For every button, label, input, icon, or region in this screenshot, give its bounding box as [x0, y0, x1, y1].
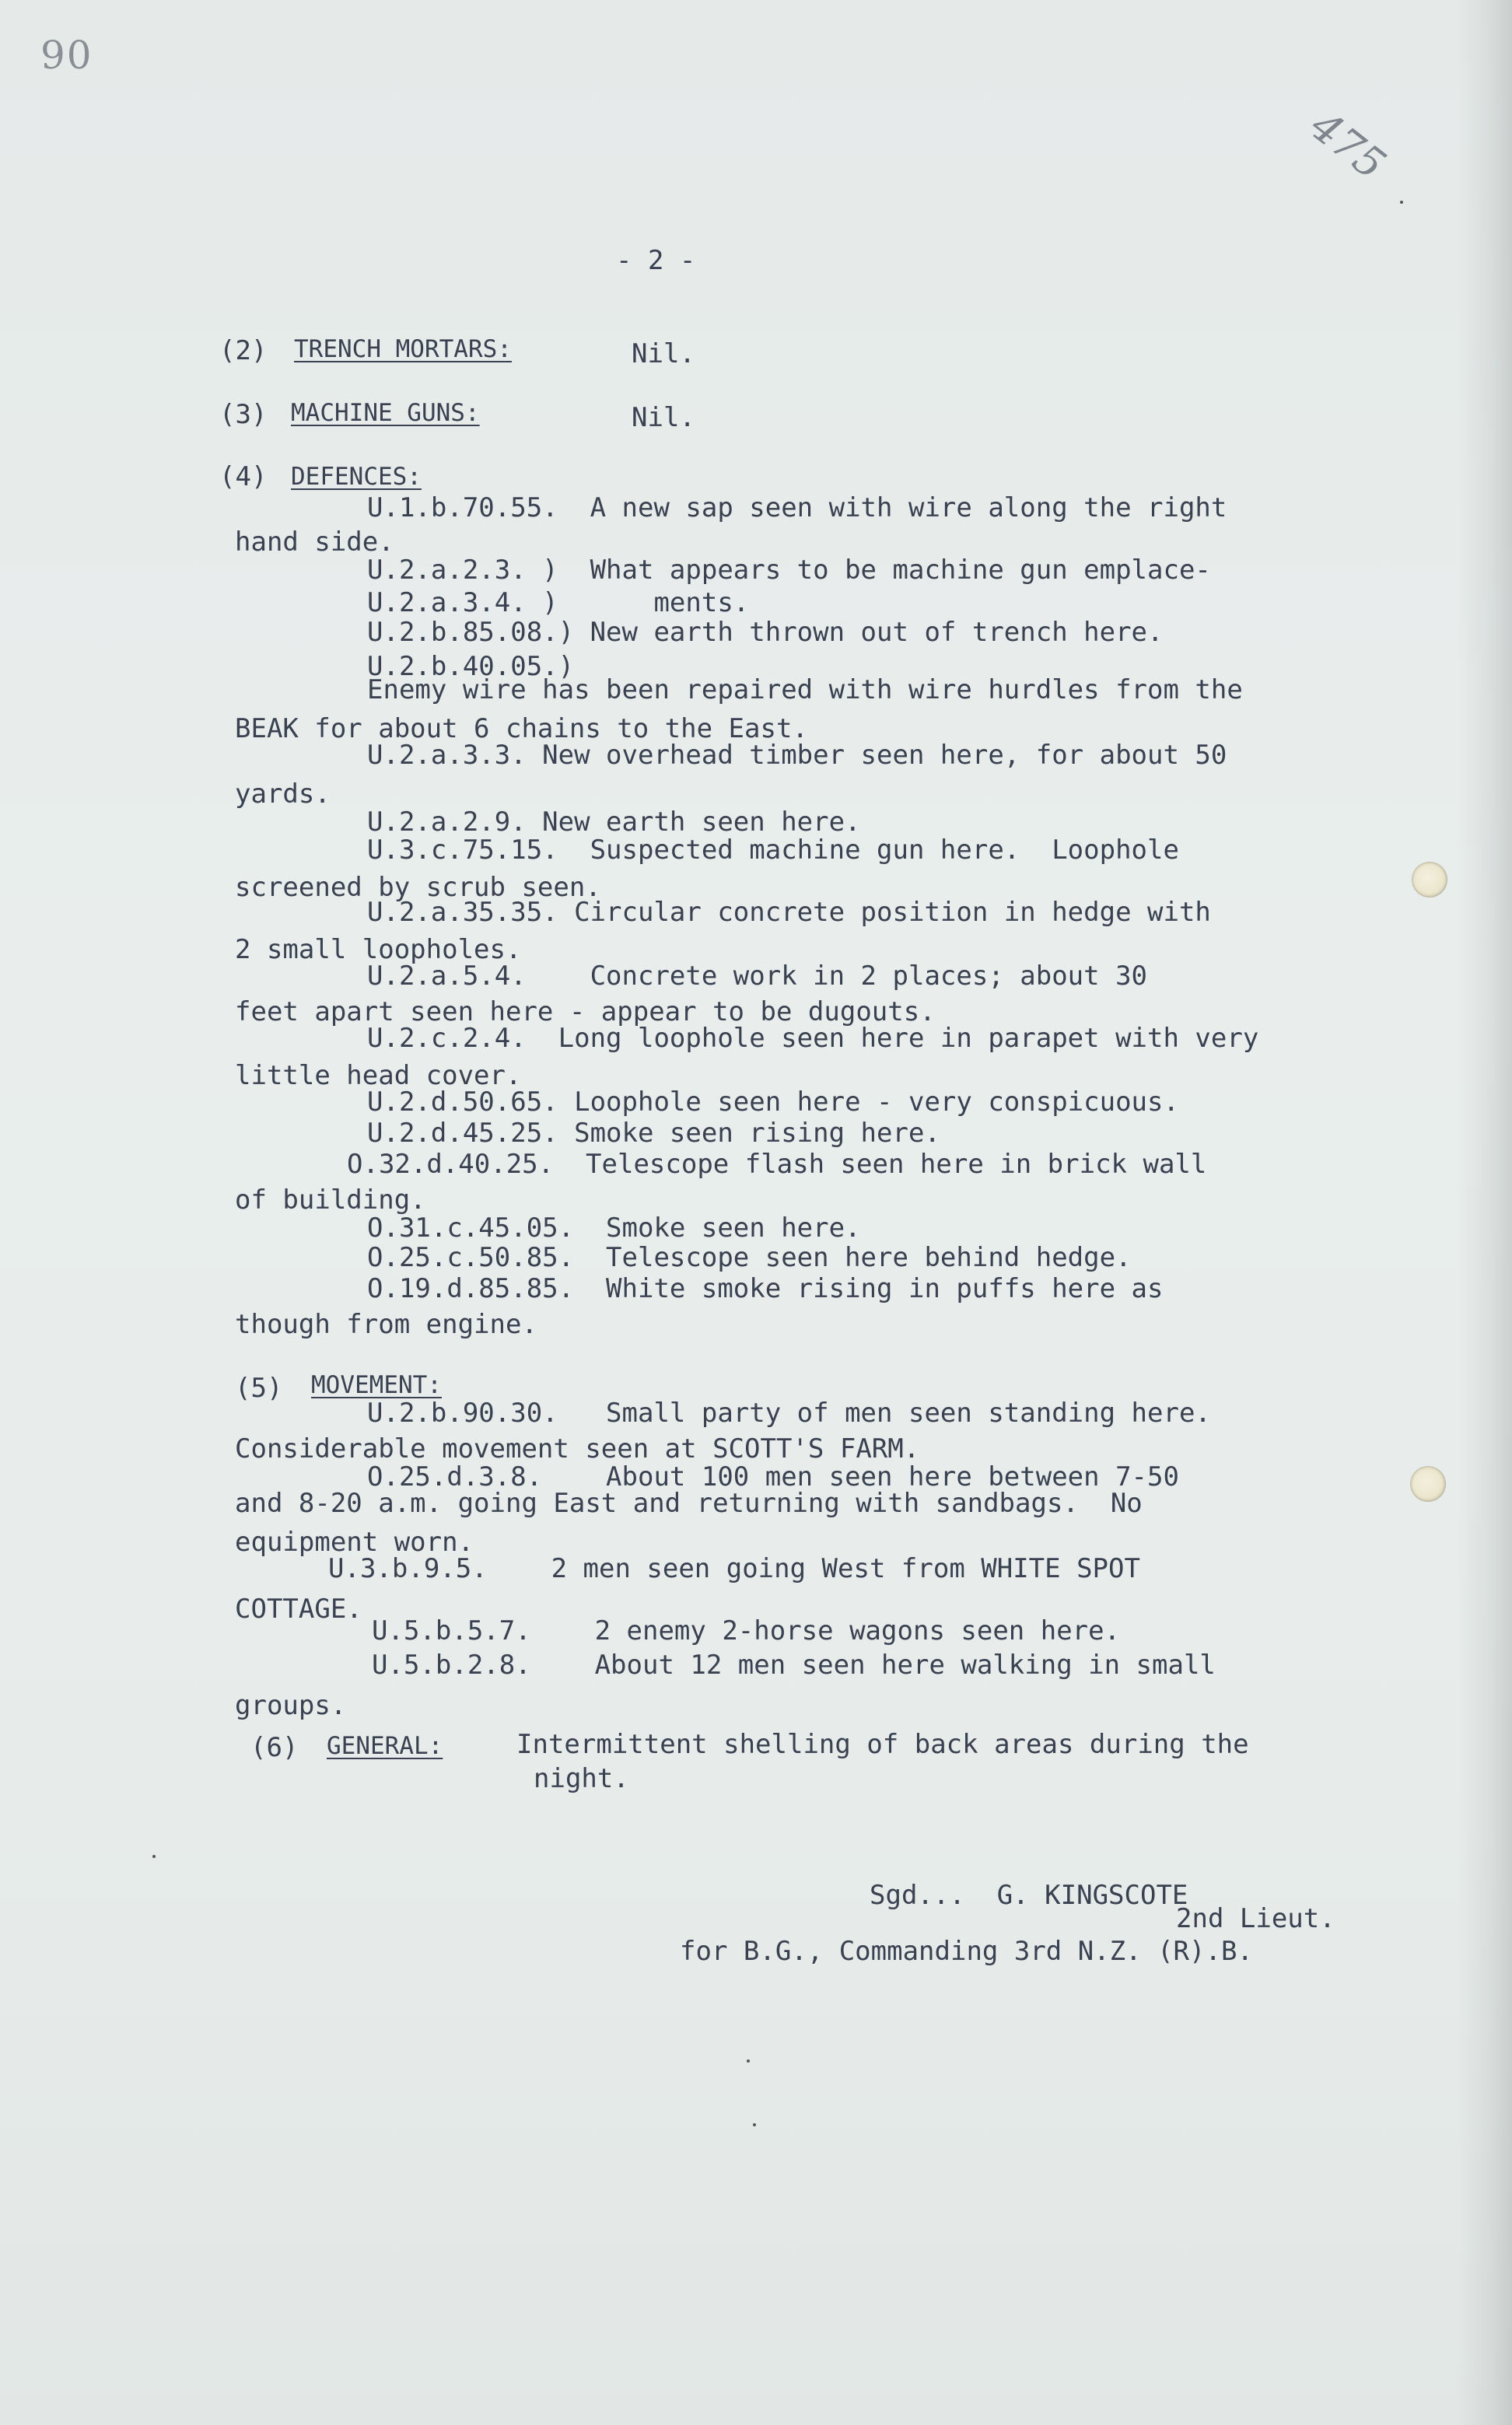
speck [753, 2123, 756, 2126]
defences-line: U.2.c.2.4. Long loophole seen here in parapet with very [367, 1023, 1259, 1054]
speck [747, 2059, 750, 2063]
machine-guns-value: Nil. [632, 402, 695, 433]
defences-line: little head cover. [235, 1060, 522, 1091]
defences-line: O.32.d.40.25. Telescope flash seen here in brick wall [347, 1149, 1207, 1180]
movement-line: equipment worn. [235, 1527, 474, 1558]
defences-line: yards. [235, 779, 331, 810]
movement-line: and 8-20 a.m. going East and returning with sandbags. No [235, 1488, 1143, 1519]
trench-mortars-value: Nil. [632, 338, 695, 369]
defences-line: O.25.c.50.85. Telescope seen here behind hedge. [367, 1242, 1132, 1273]
defences-line: U.3.c.75.15. Suspected machine gun here. Loophole [367, 835, 1179, 866]
defences-line: U.2.d.45.25. Smoke seen rising here. [367, 1118, 940, 1149]
defences-line: Enemy wire has been repaired with wire hurdles from the [367, 674, 1243, 705]
pencil-stamp-number: 475 [1301, 101, 1395, 190]
defences-line: U.2.a.2.9. New earth seen here. [367, 807, 861, 838]
movement-line: U.5.b.2.8. About 12 men seen here walking in small [372, 1650, 1216, 1681]
signature-for-line: for B.G., Commanding 3rd N.Z. (R).B. [680, 1936, 1253, 1967]
section-heading-general: GENERAL: [327, 1732, 443, 1760]
movement-line: groups. [235, 1690, 347, 1721]
section-number: (5) [235, 1373, 283, 1404]
section-number: (2) [219, 335, 268, 366]
section-heading-defences: DEFENCES: [291, 463, 422, 491]
defences-line: U.2.a.35.35. Circular concrete position in hedge with [367, 897, 1211, 928]
punch-hole-upper [1412, 862, 1447, 898]
defences-line: O.31.c.45.05. Smoke seen here. [367, 1212, 861, 1244]
section-number: (6) [250, 1732, 299, 1763]
defences-line: U.1.b.70.55. A new sap seen with wire along the right [367, 492, 1227, 523]
defences-line: U.2.a.2.3. ) What appears to be machine gun emplace- [367, 555, 1211, 586]
speck [152, 1855, 156, 1858]
signature-rank: 2nd Lieut. [1176, 1903, 1335, 1934]
defences-line: though from engine. [235, 1309, 537, 1340]
movement-line: U.3.b.9.5. 2 men seen going West from WHITE SPOT [328, 1553, 1140, 1584]
speck [1400, 201, 1403, 204]
section-number: (4) [219, 461, 268, 492]
defences-line: U.2.d.50.65. Loophole seen here - very conspicuous. [367, 1087, 1179, 1118]
page-number: - 2 - [616, 245, 696, 276]
section-heading-machine-guns: MACHINE GUNS: [291, 399, 480, 427]
defences-line: 2 small loopholes. [235, 934, 522, 965]
defences-line: feet apart seen here - appear to be dugouts. [235, 996, 936, 1027]
punch-hole-lower [1410, 1466, 1446, 1502]
page-edge-shadow [1458, 0, 1512, 2425]
general-line: night. [534, 1763, 629, 1794]
movement-line: U.5.b.5.7. 2 enemy 2-horse wagons seen here. [372, 1615, 1121, 1646]
section-number: (3) [219, 399, 268, 430]
defences-line: U.2.b.40.05.) [367, 651, 575, 682]
defences-line: of building. [235, 1185, 426, 1216]
defences-line: U.2.a.5.4. Concrete work in 2 places; about 30 [367, 961, 1148, 992]
signature-name: Sgd... G. KINGSCOTE [870, 1880, 1188, 1911]
section-heading-trench-mortars: TRENCH MORTARS: [294, 335, 512, 363]
pencil-folio-number: 90 [40, 33, 93, 78]
defences-line: screened by scrub seen. [235, 872, 601, 903]
movement-line: O.25.d.3.8. About 100 men seen here between 7-50 [367, 1461, 1179, 1492]
defences-line: O.19.d.85.85. White smoke rising in puffs here as [367, 1273, 1164, 1304]
defences-line: BEAK for about 6 chains to the East. [235, 713, 808, 744]
movement-line: Considerable movement seen at SCOTT'S FARM. [235, 1433, 920, 1464]
general-line: Intermittent shelling of back areas during the [516, 1729, 1249, 1760]
movement-line: COTTAGE. [235, 1594, 362, 1625]
section-heading-movement: MOVEMENT: [311, 1371, 442, 1399]
defences-line: U.2.a.3.3. New overhead timber seen here, for about 50 [367, 740, 1227, 771]
defences-line: U.2.a.3.4. ) ments. [367, 587, 750, 618]
defences-line: hand side. [235, 527, 394, 558]
defences-line: U.2.b.85.08.) New earth thrown out of trench here. [367, 617, 1164, 648]
movement-line: U.2.b.90.30. Small party of men seen standing here. [367, 1398, 1211, 1429]
